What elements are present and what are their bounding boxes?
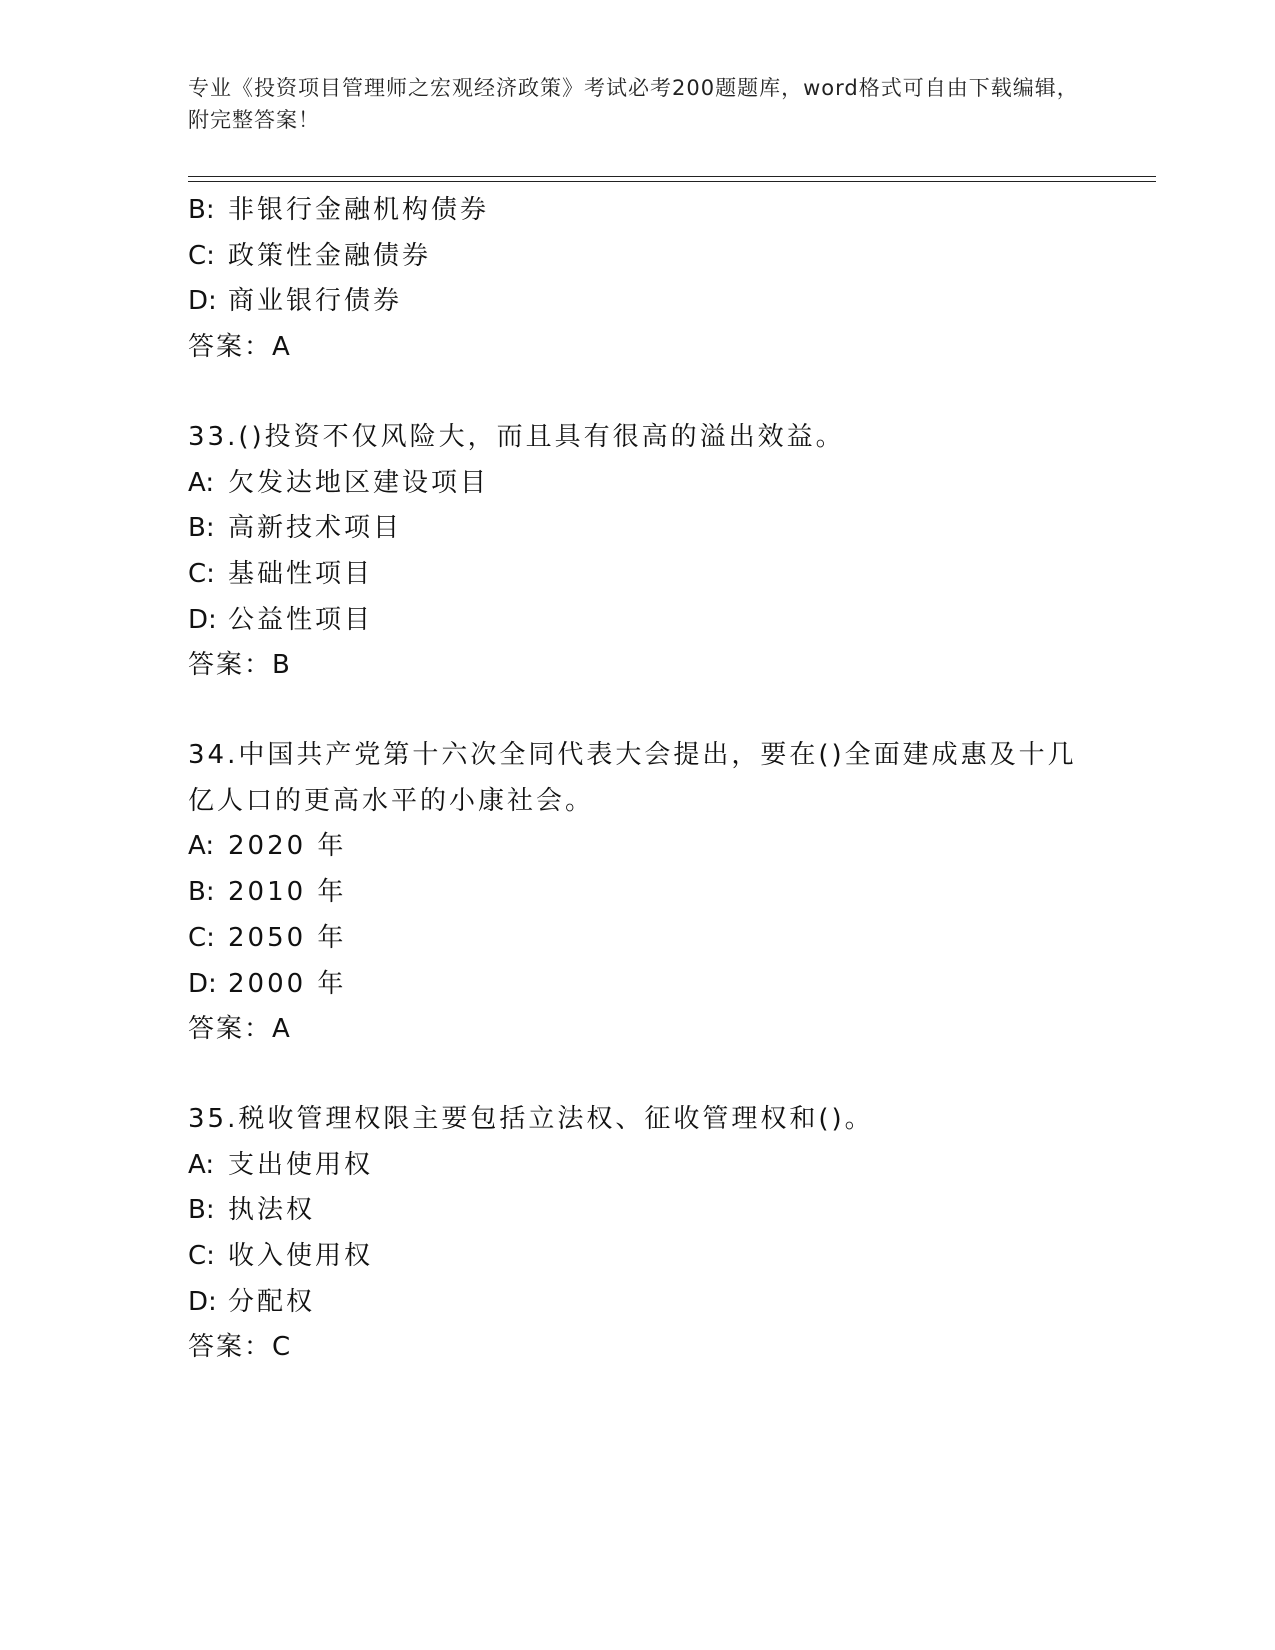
option-letter: B: [188,877,215,908]
option-b [188,870,1088,916]
question-33 [188,415,1088,689]
option-letter: B: [188,1195,215,1226]
question-stem: 33.()投资不仅风险大，而且具有很高的溢出效益。 [188,421,845,452]
option-text: 欠发达地区建设项目 [228,467,490,498]
option-text: 2010 年 [228,877,347,908]
option-b [188,188,1088,234]
option-text: 政策性金融债券 [228,240,432,271]
spacer [188,689,1088,733]
option-text: 分配权 [228,1286,316,1317]
option-text: 2020 年 [228,831,347,862]
option-a [188,824,1088,870]
option-letter: C: [188,558,215,589]
option-letter: C: [188,922,215,953]
option-d [188,598,1088,644]
option-letter: D: [188,286,217,317]
question-stem: 35.税收管理权限主要包括立法权、征收管理权和()。 [188,1103,874,1134]
option-letter: D: [188,968,217,999]
option-d [188,1280,1088,1326]
option-d [188,962,1088,1008]
question-32-continuation [188,188,1088,371]
option-letter: D: [188,604,217,635]
option-letter: B: [188,513,215,544]
question-stem: 34.中国共产党第十六次全同代表大会提出，要在()全面建成惠及十几亿人口的更高水平的小康社会。 [188,740,1077,816]
header-rule-top [188,176,1156,177]
option-text: 商业银行债券 [228,286,403,317]
option-a [188,461,1088,507]
page-header: 专业《投资项目管理师之宏观经济政策》考试必考200题题库，word格式可自由下载编辑，附完整答案！ [188,76,1079,132]
option-b [188,1188,1088,1234]
answer-line: 答案：B [188,650,292,681]
option-letter: A: [188,467,215,498]
question-content [188,188,1088,1371]
option-letter: B: [188,195,215,225]
option-text: 支出使用权 [228,1149,374,1180]
option-a [188,1143,1088,1189]
answer-line: 答案：C [188,1332,293,1363]
option-text: 收入使用权 [228,1241,374,1272]
option-c [188,1234,1088,1280]
option-letter: C: [188,240,215,271]
option-text: 非银行金融机构债券 [228,195,490,225]
answer-line: 答案：A [188,1014,292,1045]
question-34 [188,733,1088,1053]
option-c [188,916,1088,962]
option-letter: D: [188,1286,217,1317]
option-c [188,234,1088,280]
question-35 [188,1097,1088,1371]
option-d [188,279,1088,325]
spacer [188,371,1088,415]
option-letter: A: [188,831,215,862]
option-letter: A: [188,1149,215,1180]
option-text: 基础性项目 [228,558,374,589]
spacer [188,1053,1088,1097]
option-text: 2050 年 [228,922,347,953]
option-text: 高新技术项目 [228,513,403,544]
answer-line: 答案：A [188,332,292,363]
header-rule-bottom [188,181,1156,182]
option-text: 2000 年 [228,968,347,999]
option-text: 公益性项目 [228,604,374,635]
option-b [188,506,1088,552]
option-c [188,552,1088,598]
option-letter: C: [188,1241,215,1272]
option-text: 执法权 [228,1195,316,1226]
